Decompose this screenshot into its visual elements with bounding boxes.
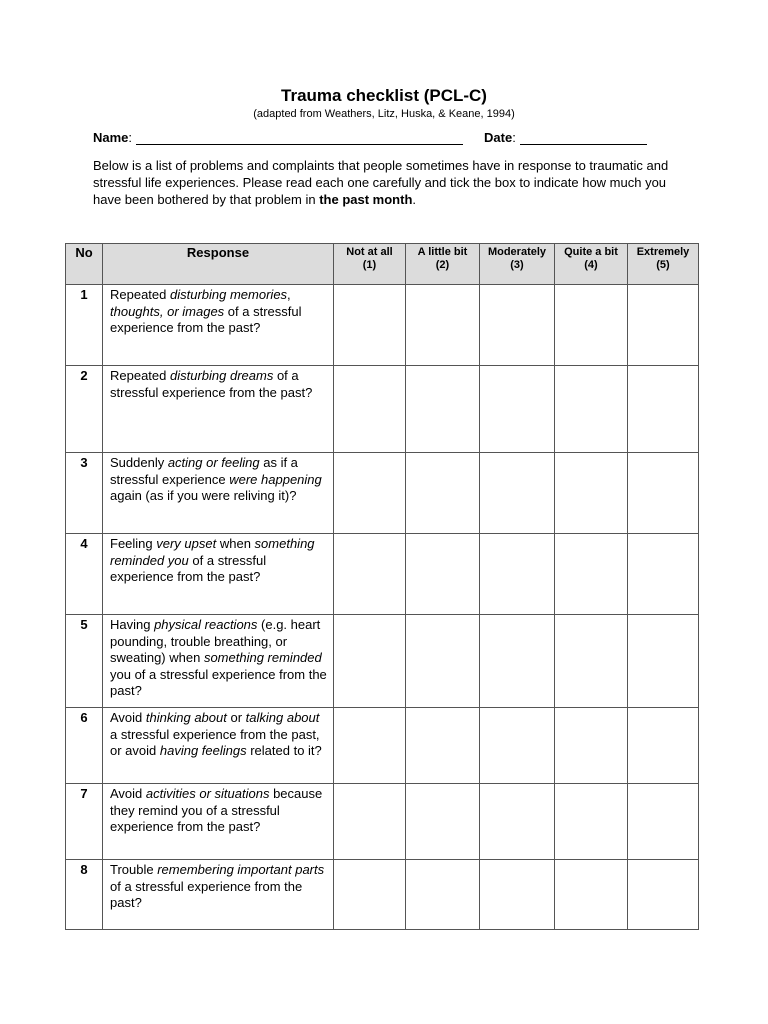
rating-box-4[interactable] — [555, 366, 628, 453]
emphasis-text: remembering important parts — [157, 862, 325, 877]
rating-box-4[interactable] — [555, 860, 628, 930]
emphasis-text: something reminded you — [110, 536, 315, 568]
response-text: or — [226, 710, 246, 725]
emphasis-text: having feelings — [159, 743, 247, 758]
rating-box-2[interactable] — [406, 366, 480, 453]
date-input-line[interactable] — [520, 130, 647, 145]
header-scale-2 — [406, 244, 480, 285]
response-text: Trouble — [110, 862, 158, 877]
rating-box-4[interactable] — [555, 453, 628, 534]
rating-box-3[interactable] — [480, 366, 555, 453]
item-number: 2 — [66, 366, 103, 453]
scale-label: Quite a bit — [564, 246, 618, 258]
rating-box-3[interactable] — [480, 708, 555, 784]
response-text: Avoid — [110, 710, 146, 725]
item-response-text — [103, 285, 334, 366]
header-scale-5 — [628, 244, 699, 285]
rating-box-5[interactable] — [628, 615, 699, 708]
scale-value: (1) — [362, 259, 377, 271]
rating-box-1[interactable] — [334, 615, 406, 708]
form-fields — [93, 130, 663, 150]
item-number: 3 — [66, 453, 103, 534]
item-response-text — [103, 615, 334, 708]
table-row — [66, 708, 699, 784]
scale-label: A little bit — [417, 246, 468, 258]
response-text: again (as if you were reliving it)? — [110, 488, 297, 503]
response-text: you of a stressful experience from the past? — [110, 666, 327, 698]
rating-box-3[interactable] — [480, 615, 555, 708]
rating-box-2[interactable] — [406, 615, 480, 708]
date-label: Date — [484, 130, 513, 145]
rating-box-1[interactable] — [334, 860, 406, 930]
table-header-row — [66, 244, 699, 285]
rating-box-2[interactable] — [406, 784, 480, 860]
rating-box-2[interactable] — [406, 285, 480, 366]
rating-box-2[interactable] — [406, 534, 480, 615]
rating-box-2[interactable] — [406, 708, 480, 784]
rating-box-1[interactable] — [334, 366, 406, 453]
rating-box-4[interactable] — [555, 534, 628, 615]
scale-label: Moderately — [487, 246, 547, 258]
date-field-group — [484, 130, 647, 145]
header-response: Response — [103, 244, 334, 285]
rating-box-3[interactable] — [480, 784, 555, 860]
item-response-text — [103, 534, 334, 615]
page-subtitle: (adapted from Weathers, Litz, Huska, & Keane, 1994) — [253, 108, 515, 120]
item-response-text — [103, 860, 334, 930]
rating-box-5[interactable] — [628, 453, 699, 534]
table-row — [66, 453, 699, 534]
name-input-line[interactable] — [136, 130, 463, 145]
response-text: of a stressful experience from the past? — [110, 552, 267, 584]
checklist-table — [65, 243, 699, 930]
response-text: of a stressful experience from the past? — [110, 878, 303, 910]
emphasis-text: very upset — [156, 536, 217, 551]
rating-box-2[interactable] — [406, 860, 480, 930]
scale-value: (4) — [584, 259, 598, 271]
table-row — [66, 860, 699, 930]
emphasis-text: thoughts, or images — [110, 303, 225, 319]
rating-box-1[interactable] — [334, 285, 406, 366]
table-row — [66, 784, 699, 860]
scale-value: (3) — [510, 259, 524, 271]
rating-box-1[interactable] — [334, 784, 406, 860]
header-no: No — [66, 244, 103, 285]
header-scale-4 — [555, 244, 628, 285]
rating-box-5[interactable] — [628, 285, 699, 366]
rating-box-3[interactable] — [480, 453, 555, 534]
name-field-group — [93, 130, 463, 145]
emphasis-text: activities or situations — [145, 786, 270, 801]
instructions — [93, 157, 673, 208]
rating-box-4[interactable] — [555, 285, 628, 366]
item-response-text — [103, 453, 334, 534]
response-text: of a stressful experience from the past? — [110, 368, 313, 400]
item-number: 4 — [66, 534, 103, 615]
rating-box-2[interactable] — [406, 453, 480, 534]
rating-box-1[interactable] — [334, 453, 406, 534]
item-number: 5 — [66, 615, 103, 708]
page-title: Trauma checklist (PCL-C) — [281, 86, 487, 105]
date-colon: : — [512, 130, 516, 145]
header-scale-3 — [480, 244, 555, 285]
instructions-text: Below is a list of problems and complaints that people sometimes have in response to traumatic and stressful life experiences. Please read each one carefully and tick the box to indicate how much you have been bothered by that problem in — [93, 158, 669, 207]
response-text: a stressful experience from the past, or avoid — [110, 726, 320, 758]
emphasis-text: something reminded — [203, 650, 322, 665]
emphasis-text: were happening — [229, 471, 322, 487]
response-text: Having — [110, 617, 155, 632]
name-label: Name — [93, 130, 129, 145]
emphasis-text: talking about — [245, 710, 320, 725]
emphasis-text: acting or feeling — [167, 455, 260, 470]
header-scale-1 — [334, 244, 406, 285]
item-response-text — [103, 708, 334, 784]
response-text: of a stressful experience from the past? — [110, 303, 302, 335]
response-text: Feeling — [110, 536, 157, 551]
response-text: Repeated — [110, 287, 170, 302]
instructions-highlight: the past month — [319, 192, 413, 207]
rating-box-3[interactable] — [480, 860, 555, 930]
item-response-text — [103, 366, 334, 453]
response-text: Suddenly — [110, 455, 168, 470]
scale-label: Extremely — [636, 246, 690, 258]
rating-box-1[interactable] — [334, 708, 406, 784]
emphasis-text: physical reactions — [154, 617, 258, 632]
rating-box-5[interactable] — [628, 534, 699, 615]
emphasis-text: disturbing dreams — [170, 368, 274, 383]
scale-value: (5) — [656, 259, 670, 271]
response-text: , — [287, 287, 291, 302]
item-response-text — [103, 784, 334, 860]
table-row — [66, 534, 699, 615]
response-text: (e.g. heart pounding, trouble breathing, or sweating) when — [110, 617, 321, 665]
name-colon: : — [128, 130, 133, 145]
rating-box-4[interactable] — [555, 615, 628, 708]
response-text: Avoid — [110, 786, 146, 801]
emphasis-text: disturbing memories — [170, 287, 288, 302]
item-number: 7 — [66, 784, 103, 860]
rating-box-5[interactable] — [628, 366, 699, 453]
instructions-end: . — [412, 192, 417, 207]
item-number: 6 — [66, 708, 103, 784]
item-number: 8 — [66, 860, 103, 930]
response-text: because they remind you of a stressful experience from the past? — [110, 786, 323, 834]
scale-label: Not at all — [346, 246, 393, 258]
emphasis-text: thinking about — [145, 710, 227, 725]
rating-box-3[interactable] — [480, 534, 555, 615]
table-row — [66, 285, 699, 366]
rating-box-4[interactable] — [555, 784, 628, 860]
rating-box-1[interactable] — [334, 534, 406, 615]
item-number: 1 — [66, 285, 103, 366]
rating-box-5[interactable] — [628, 784, 699, 860]
rating-box-5[interactable] — [628, 860, 699, 930]
response-text: as if a stressful experience — [110, 455, 298, 487]
checklist-body — [66, 285, 699, 930]
table-row — [66, 366, 699, 453]
rating-box-5[interactable] — [628, 708, 699, 784]
scale-value: (2) — [435, 259, 450, 271]
table-row — [66, 615, 699, 708]
rating-box-3[interactable] — [480, 285, 555, 366]
response-text: Repeated — [110, 368, 170, 383]
rating-box-4[interactable] — [555, 708, 628, 784]
response-text: when — [216, 536, 255, 551]
response-text: related to it? — [246, 743, 322, 758]
